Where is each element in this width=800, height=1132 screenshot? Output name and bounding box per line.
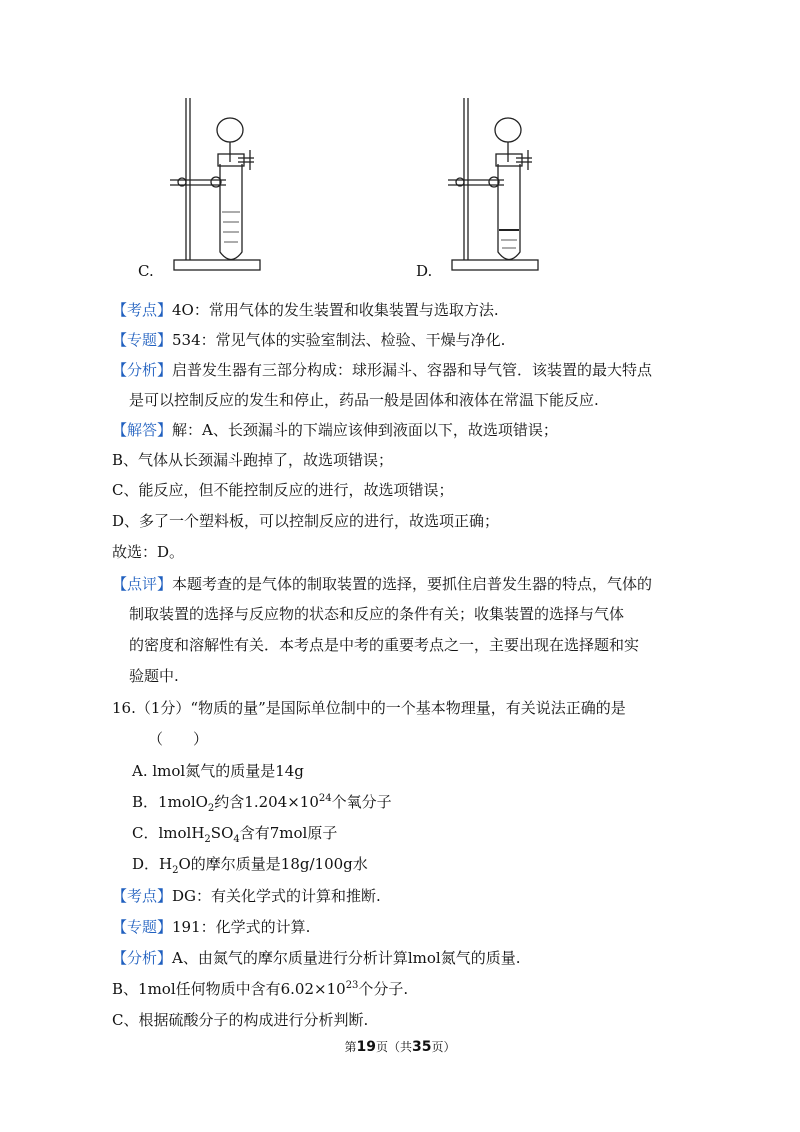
tag-zhuanti: 【专题】 <box>112 331 173 349</box>
footer-mid: 页（共 <box>375 1040 412 1054</box>
tag-zhuanti-16: 【专题】 <box>112 918 173 936</box>
opt-b-sup: 24 <box>318 793 332 804</box>
opt-d-text-1: D．H <box>132 855 173 873</box>
tag-jieda: 【解答】 <box>112 421 173 439</box>
tag-dianping: 【点评】 <box>112 575 173 593</box>
q15-jieda-line1: 解：A、长颈漏斗的下端应该伸到液面以下，故选项错误； <box>172 421 558 439</box>
opt-b-sub: 2 <box>207 803 215 814</box>
q15-zhuanti <box>112 330 505 350</box>
fenxi-16-text-2: 个分子. <box>358 980 409 998</box>
opt-c-text-2: SO <box>210 824 234 842</box>
figure-d-label: D. <box>416 262 433 280</box>
q16-kaodian-text: DG：有关化学式的计算和推断. <box>172 887 381 905</box>
q16-zhuanti-text: 191：化学式的计算. <box>172 918 311 936</box>
q16-fenxi <box>112 948 520 968</box>
q16-fenxi-line1: A、由氮气的摩尔质量进行分析计算lmol氮气的质量. <box>172 949 521 967</box>
fenxi-16-sup: 23 <box>345 980 359 991</box>
q15-kaodian-text: 4O：常用气体的发生装置和收集装置与选取方法. <box>172 301 499 319</box>
q16-kaodian <box>112 886 381 906</box>
q15-dianping-line3: 的密度和溶解性有关．本考点是中考的重要考点之一，主要出现在选择题和实 <box>129 636 640 654</box>
opt-b-text-3: 个氧分子 <box>331 793 392 811</box>
opt-d-text-2: O的摩尔质量是18g/100g水 <box>178 855 368 873</box>
q15-zhuanti-text: 534：常见气体的实验室制法、检验、干燥与净化. <box>172 331 506 349</box>
apparatus-figure-d <box>438 92 588 282</box>
q15-dianping-line2: 制取装置的选择与反应物的状态和反应的条件有关；收集装置的选择与气体 <box>129 605 625 623</box>
q15-jieda <box>112 420 558 440</box>
q15-jieda-line5: 故选：D。 <box>112 543 185 561</box>
q15-fenxi <box>112 360 652 380</box>
tag-kaodian-16: 【考点】 <box>112 887 173 905</box>
tag-fenxi-16: 【分析】 <box>112 949 173 967</box>
q16-stem: 16.（1分）“物质的量”是国际单位制中的一个基本物理量，有关说法正确的是 <box>112 699 626 717</box>
q16-stem-bracket: （ ） <box>148 730 209 748</box>
q16-option-d <box>132 854 368 874</box>
q16-fenxi-line3: C、根据硫酸分子的构成进行分析判断. <box>112 1011 369 1029</box>
footer-pre: 第 <box>344 1040 357 1054</box>
q15-dianping-line1: 本题考查的是气体的制取装置的选择，要抓住启普发生器的特点，气体的 <box>172 575 653 593</box>
total-pages: 35 <box>412 1039 432 1055</box>
opt-b-text-1: B．1molO <box>132 793 208 811</box>
q15-kaodian <box>112 300 499 320</box>
q15-jieda-line3: C、能反应，但不能控制反应的进行，故选项错误； <box>112 481 454 499</box>
q15-fenxi-line1: 启普发生器有三部分构成：球形漏斗、容器和导气管．该装置的最大特点 <box>172 361 653 379</box>
opt-c-text-3: 含有7mol原子 <box>239 824 338 842</box>
q16-option-b <box>132 792 392 812</box>
figure-c-label: C. <box>138 262 154 280</box>
q16-zhuanti <box>112 917 310 937</box>
opt-c-sub-2: 4 <box>233 834 240 845</box>
q15-jieda-line2: B、气体从长颈漏斗跑掉了，故选项错误； <box>112 451 394 469</box>
apparatus-figure-c <box>160 92 310 282</box>
q15-dianping-line4: 验题中. <box>129 667 179 685</box>
tag-kaodian: 【考点】 <box>112 301 173 319</box>
opt-c-sub-1: 2 <box>204 834 211 845</box>
opt-c-text-1: C．lmolH <box>132 824 205 842</box>
q15-dianping <box>112 574 652 594</box>
tag-fenxi: 【分析】 <box>112 361 173 379</box>
q16-fenxi-line2 <box>112 979 408 999</box>
q16-option-a: A. lmol氮气的质量是14g <box>132 762 304 780</box>
page-number: 19 <box>356 1039 376 1055</box>
opt-d-sub: 2 <box>172 865 179 876</box>
q15-jieda-line4: D、多了一个塑料板，可以控制反应的进行，故选项正确； <box>112 512 500 530</box>
footer-post: 页） <box>431 1040 456 1054</box>
q15-fenxi-line2: 是可以控制反应的发生和停止，药品一般是固体和液体在常温下能反应. <box>129 391 599 409</box>
page-footer <box>0 1038 800 1055</box>
fenxi-16-text-1: B、1mol任何物质中含有6.02×10 <box>112 980 346 998</box>
q16-option-c <box>132 823 337 843</box>
opt-b-text-2: 约含1.204×10 <box>214 793 319 811</box>
